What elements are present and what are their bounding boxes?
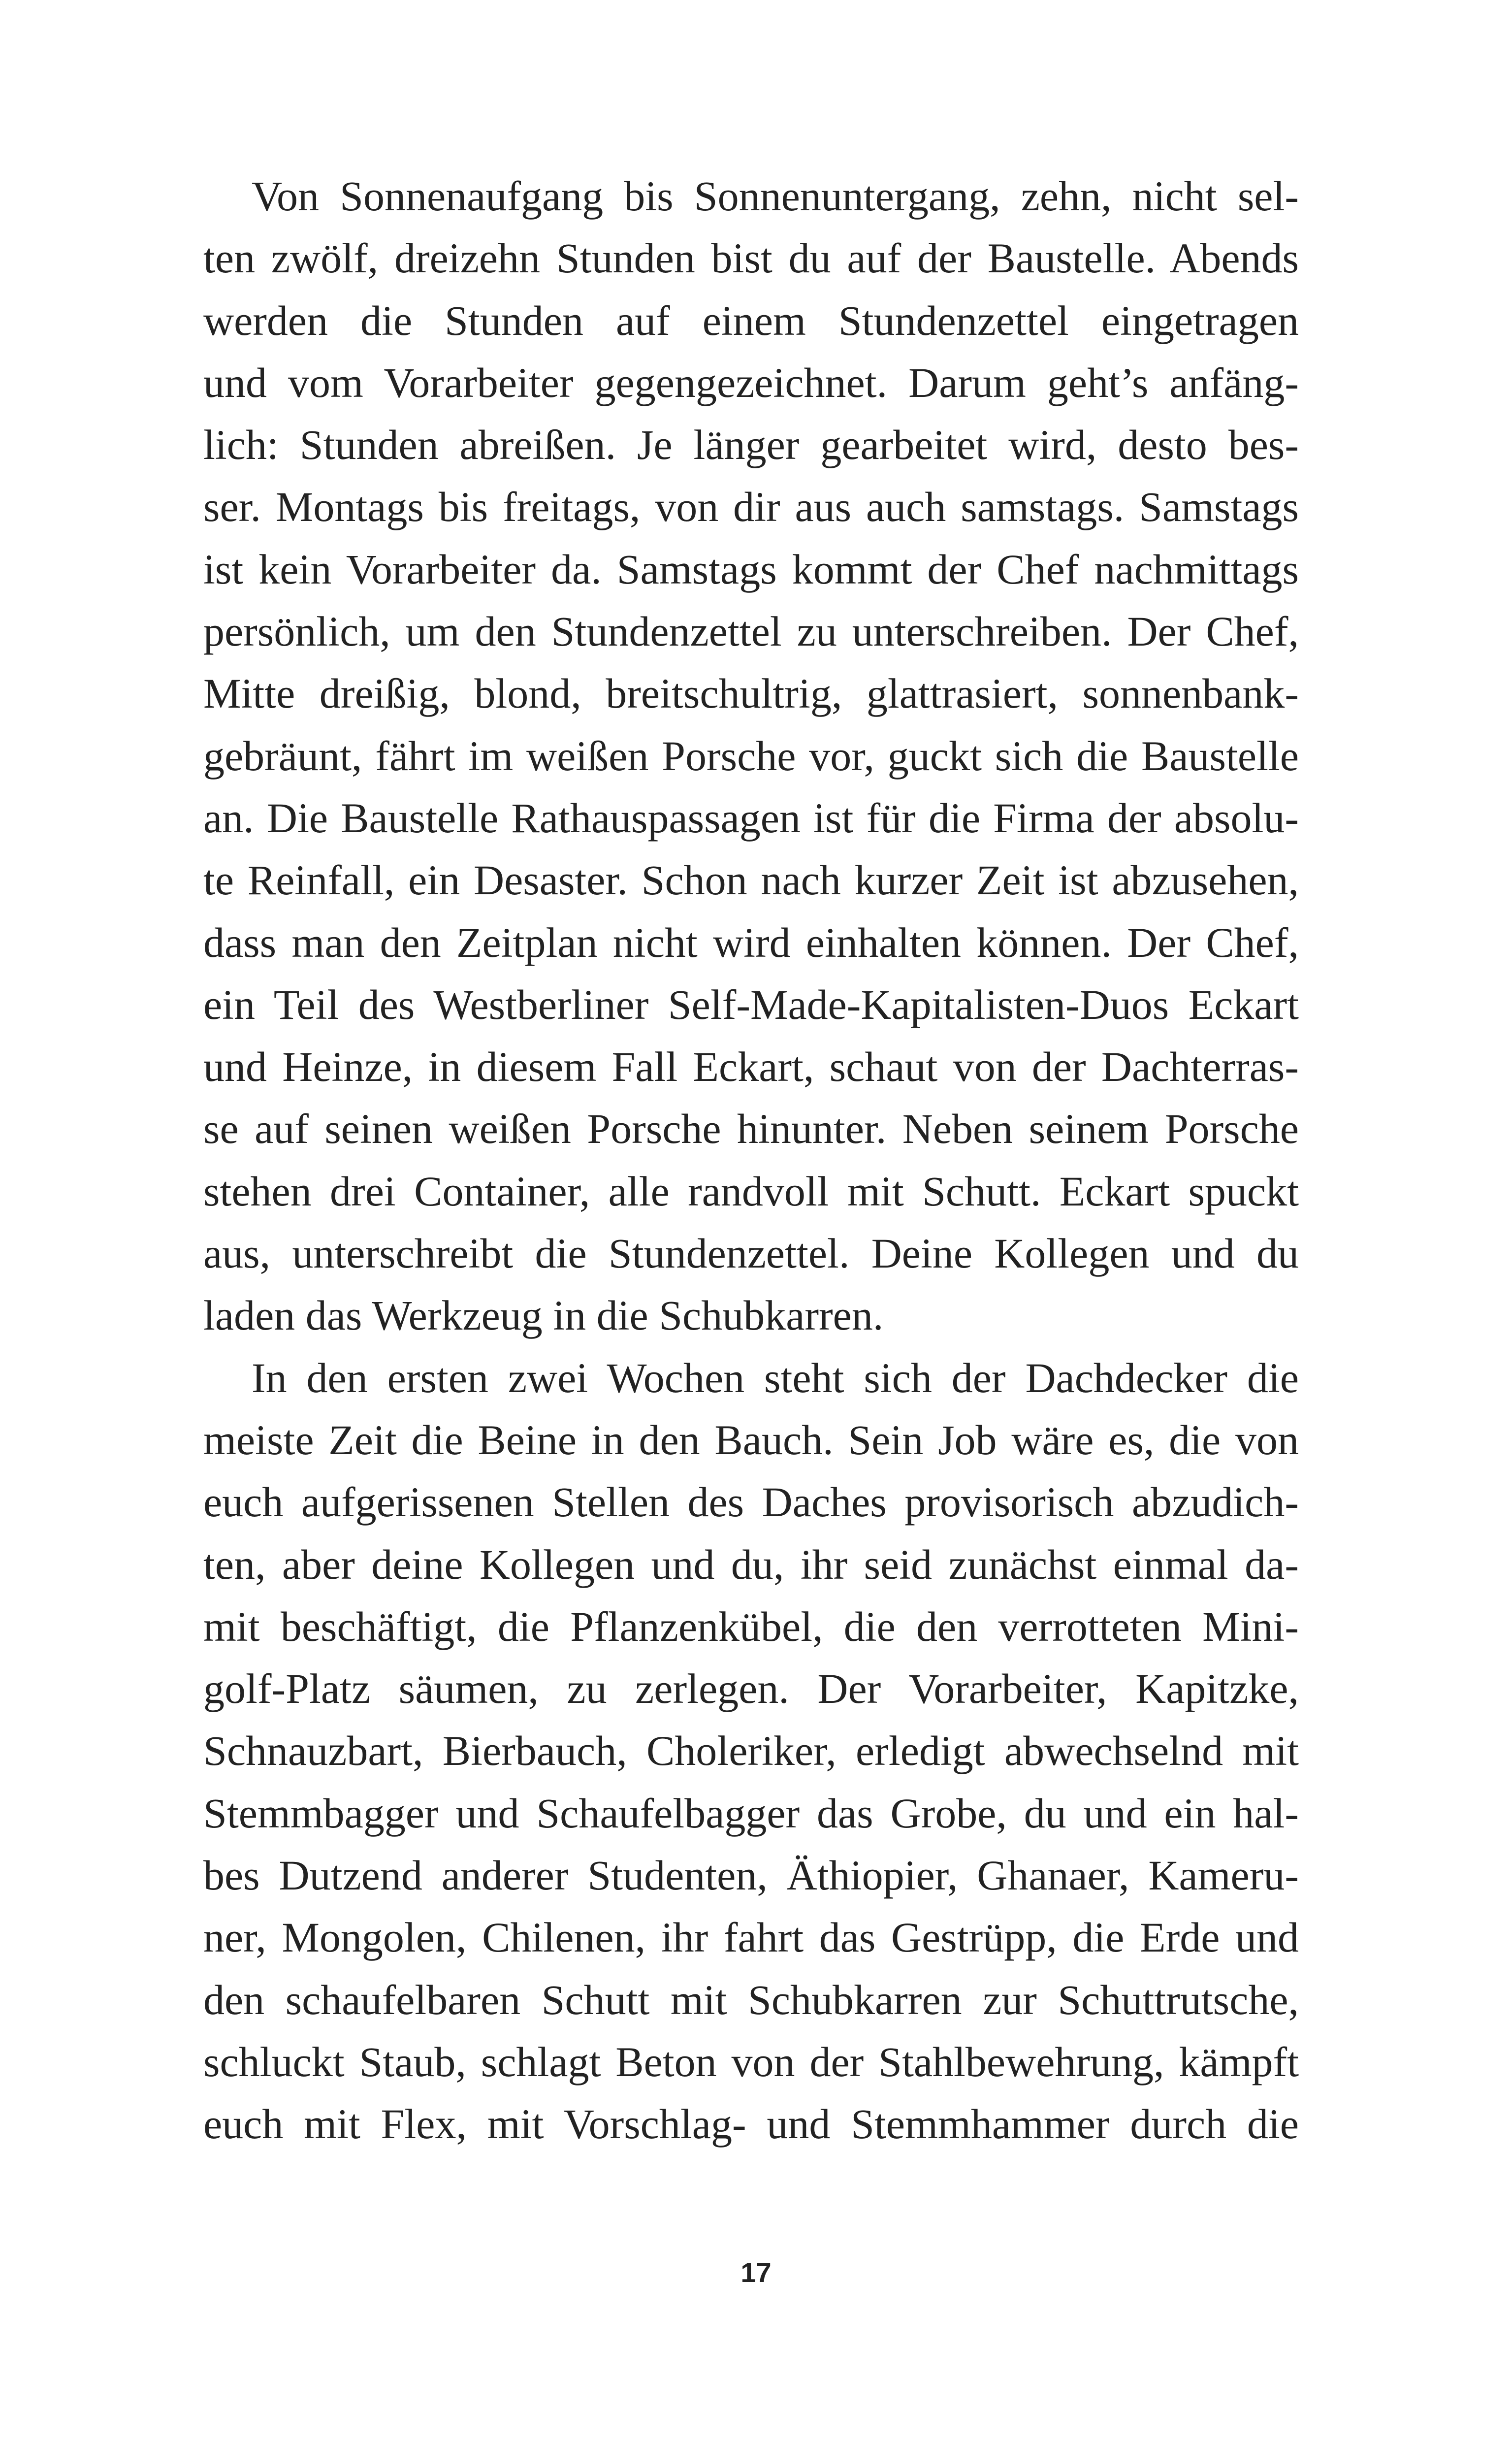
text-line: golf-Platz säumen, zu zerlegen. Der Vorarbeiter, Kapitzke, bbox=[203, 1665, 1299, 1713]
text-line: ist kein Vorarbeiter da. Samstags kommt der Chef nachmittags bbox=[203, 545, 1299, 593]
text-line: ner, Mongolen, Chilenen, ihr fahrt das Gestrüpp, die Erde und bbox=[203, 1914, 1299, 1961]
body-text bbox=[203, 165, 1299, 2155]
text-line: lich: Stunden abreißen. Je länger gearbeitet wird, desto bes- bbox=[203, 421, 1299, 469]
text-line: aus, unterschreibt die Stundenzettel. Deine Kollegen und du bbox=[203, 1230, 1299, 1277]
text-line: schluckt Staub, schlagt Beton von der Stahlbewehrung, kämpft bbox=[203, 2038, 1299, 2085]
text-line: se auf seinen weißen Porsche hinunter. Neben seinem Porsche bbox=[203, 1105, 1299, 1153]
text-line: mit beschäftigt, die Pflanzenkübel, die den verrotteten Mini- bbox=[203, 1602, 1299, 1650]
text-line: stehen drei Container, alle randvoll mit Schutt. Eckart spuckt bbox=[203, 1167, 1299, 1215]
text-line: te Reinfall, ein Desaster. Schon nach kurzer Zeit ist abzusehen, bbox=[203, 856, 1299, 904]
text-line: meiste Zeit die Beine in den Bauch. Sein Job wäre es, die von bbox=[203, 1416, 1299, 1464]
text-line: an. Die Baustelle Rathauspassagen ist für die Firma der absolu- bbox=[203, 794, 1299, 842]
text-line: persönlich, um den Stundenzettel zu unterschreiben. Der Chef, bbox=[203, 608, 1299, 655]
text-line: und Heinze, in diesem Fall Eckart, schaut von der Dachterras- bbox=[203, 1043, 1299, 1091]
paragraph-1 bbox=[203, 165, 1299, 1347]
text-line: dass man den Zeitplan nicht wird einhalten können. Der Chef, bbox=[203, 918, 1299, 966]
paragraph-2 bbox=[203, 1347, 1299, 2155]
text-line: ten, aber deine Kollegen und du, ihr seid zunächst einmal da- bbox=[203, 1540, 1299, 1588]
text-line: euch aufgerissenen Stellen des Daches provisorisch abzudich- bbox=[203, 1478, 1299, 1526]
text-line: Von Sonnenaufgang bis Sonnenuntergang, zehn, nicht sel- bbox=[252, 172, 1299, 220]
text-line: den schaufelbaren Schutt mit Schubkarren zur Schuttrutsche, bbox=[203, 1976, 1299, 2023]
text-line: euch mit Flex, mit Vorschlag- und Stemmhammer durch die bbox=[203, 2100, 1299, 2148]
text-line: gebräunt, fährt im weißen Porsche vor, guckt sich die Baustelle bbox=[203, 732, 1299, 780]
text-line: Mitte dreißig, blond, breitschultrig, glattrasiert, sonnenbank- bbox=[203, 670, 1299, 717]
text-line: In den ersten zwei Wochen steht sich der Dachdecker die bbox=[252, 1354, 1299, 1401]
text-line: Schnauzbart, Bierbauch, Choleriker, erledigt abwechselnd mit bbox=[203, 1727, 1299, 1775]
text-line: laden das Werkzeug in die Schubkarren. bbox=[203, 1292, 884, 1339]
text-line: ten zwölf, dreizehn Stunden bist du auf der Baustelle. Abends bbox=[203, 234, 1299, 282]
text-line: werden die Stunden auf einem Stundenzettel eingetragen bbox=[203, 296, 1299, 344]
text-line: bes Dutzend anderer Studenten, Äthiopier, Ghanaer, Kameru- bbox=[203, 1852, 1299, 1899]
page-number: 17 bbox=[740, 2257, 772, 2288]
text-line: Stemmbagger und Schaufelbagger das Grobe, du und ein hal- bbox=[203, 1789, 1299, 1837]
text-line: ein Teil des Westberliner Self-Made-Kapitalisten-Duos Eckart bbox=[203, 980, 1299, 1028]
text-line: und vom Vorarbeiter gegengezeichnet. Darum geht’s anfäng- bbox=[203, 358, 1299, 406]
text-line: ser. Montags bis freitags, von dir aus auch samstags. Samstags bbox=[203, 483, 1299, 531]
